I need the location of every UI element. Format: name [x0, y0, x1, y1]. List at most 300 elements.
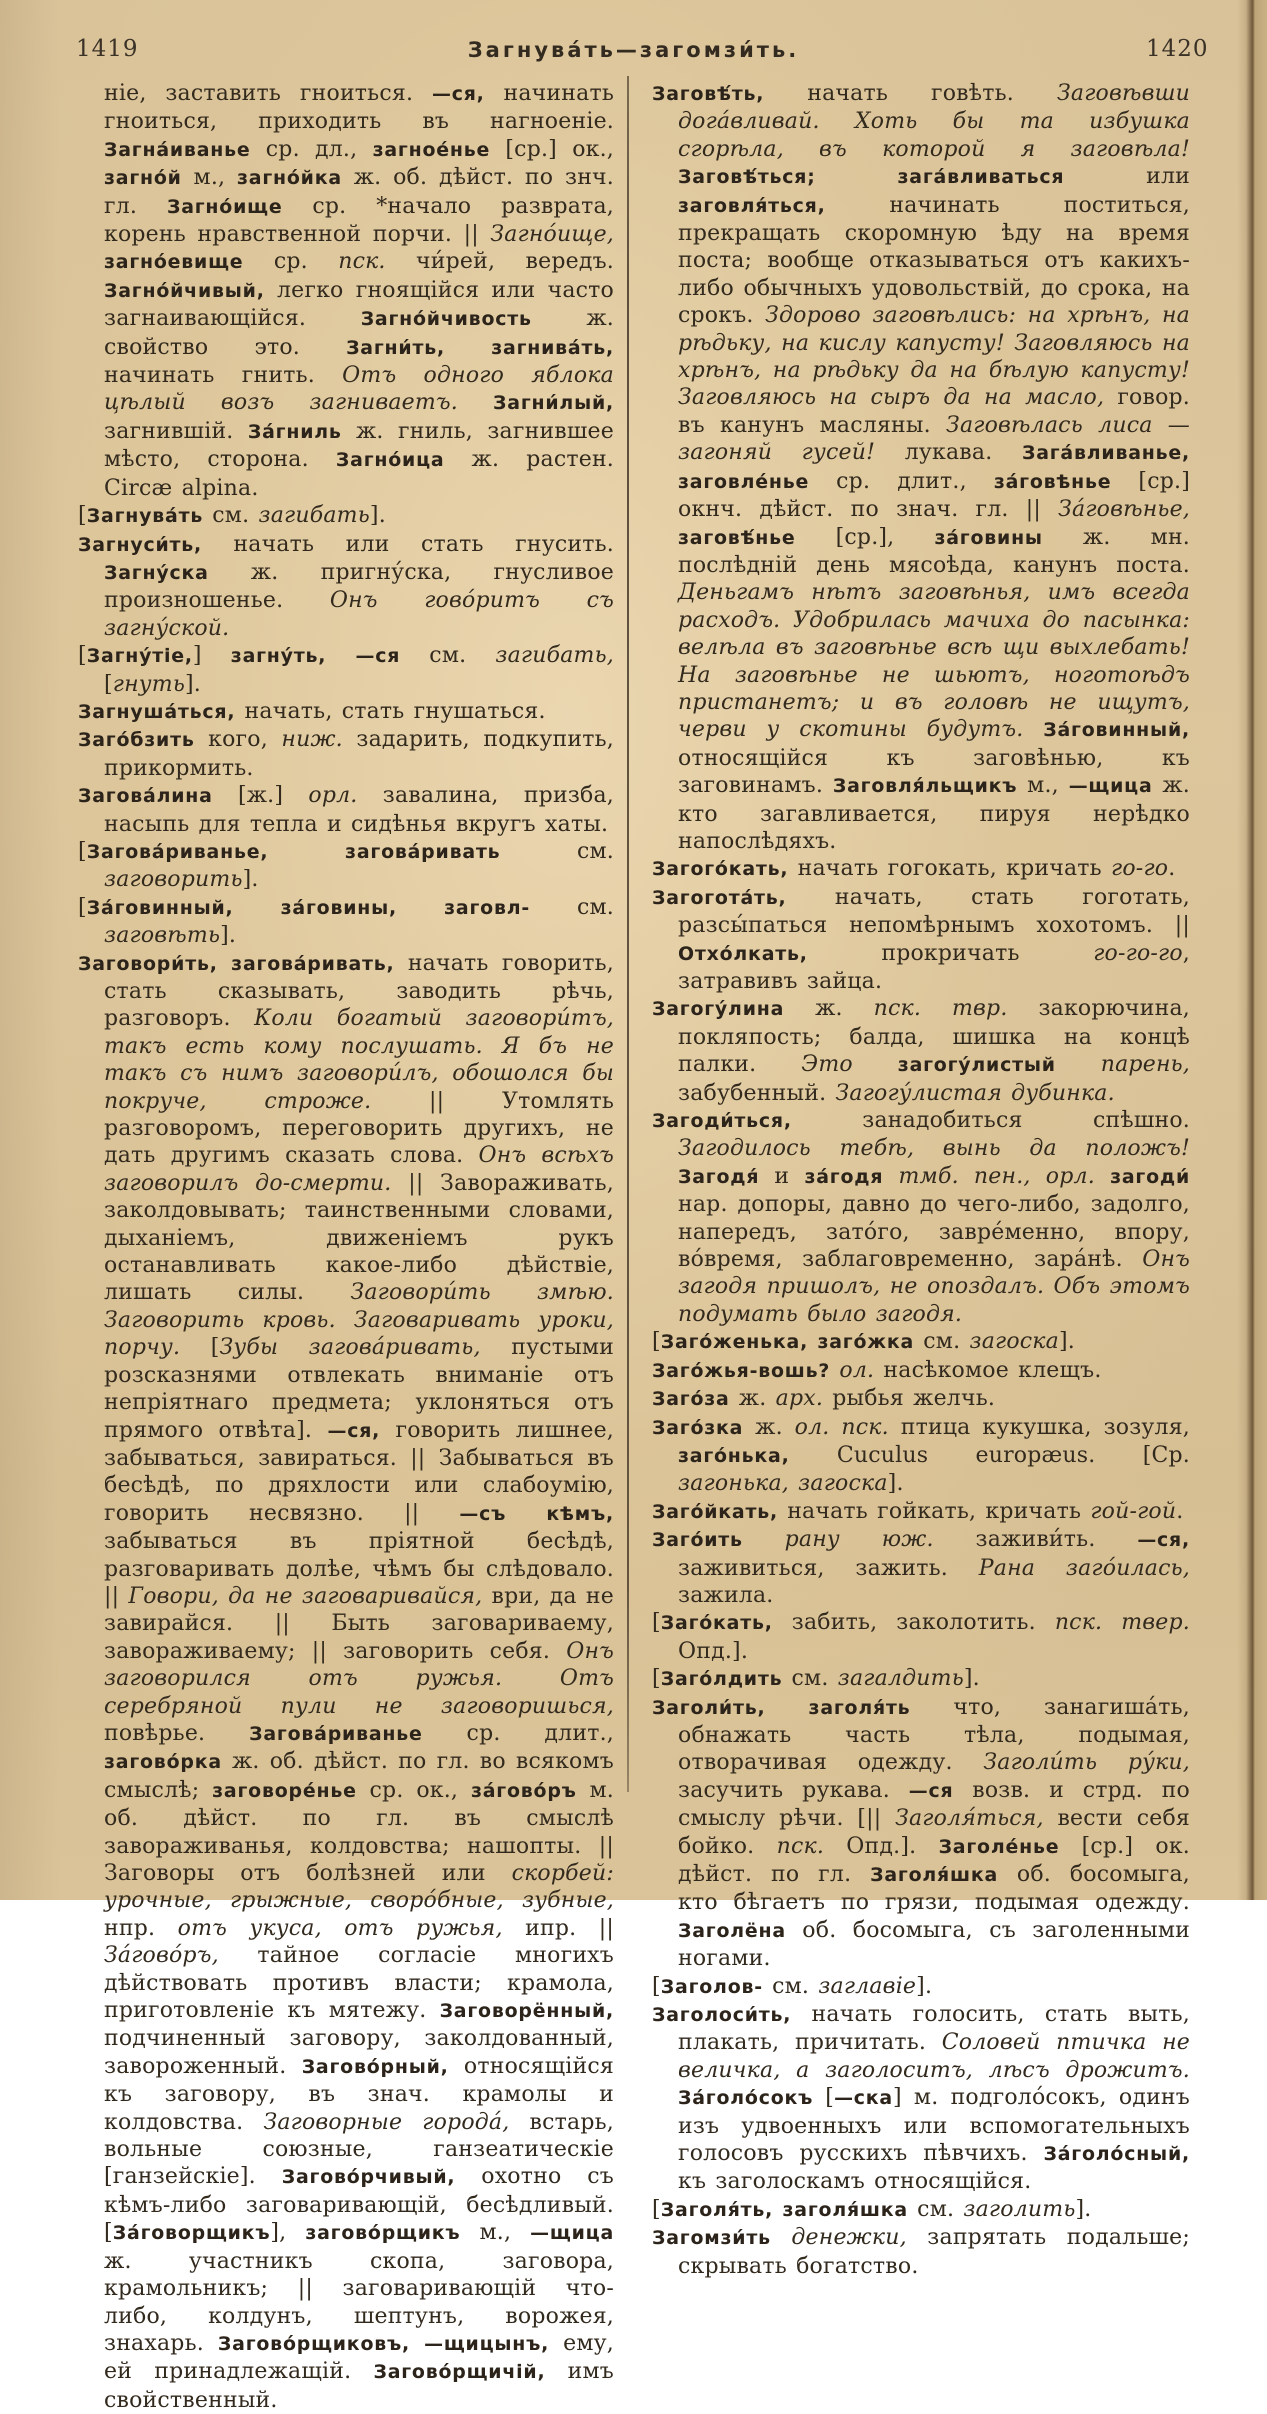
body-text: [771, 2225, 792, 2250]
headword-text: Заговѣ́ться; зага́вливаться: [678, 166, 1065, 189]
body-text: ври, да не завирайся. || Быть заговариваему, завораживаему; || заговорить себя.: [104, 1583, 614, 1664]
body-text: ж.: [784, 996, 874, 1022]
example-text: гнуть: [112, 671, 186, 697]
body-text: Cuculus europæus. [Ср.: [789, 1442, 1190, 1468]
body-text: ему, ей принадлежащій.: [104, 2330, 614, 2385]
example-text: ол. пск.: [794, 1414, 889, 1440]
example-text: Деньгамъ нѣтъ заговѣнья, имъ всегда расходъ. Удобрилась мачиха до пасынка: велѣла въ заговѣнье всѣ щи выхлебать! На заговѣнье не шьютъ, ноготоѣдъ пристанетъ; и въ головѣ не ищутъ, черви у скотины будутъ.: [678, 580, 1190, 743]
body-text: ж. пригну́ска, гнусливое произношенье.: [104, 559, 614, 614]
body-text: .: [1176, 1498, 1184, 1524]
headword-text: Заго́зка: [652, 1416, 744, 1439]
body-text: вести себя бойко.: [678, 1806, 1190, 1859]
example-text: загибать,: [495, 643, 614, 669]
body-text: [: [652, 1329, 661, 1355]
headword-text: Загно́йчивый,: [104, 279, 265, 302]
dictionary-entry: [652, 1328, 1190, 1356]
body-text: ж.: [743, 1414, 795, 1440]
body-text: ж. растен. Circæ alpina.: [104, 447, 614, 501]
headword-text: Заго́бзить: [78, 729, 195, 752]
headword-text: Загомзи́ть: [652, 2227, 771, 2250]
headword-text: загоди́: [1110, 1165, 1190, 1188]
body-text: ср.: [243, 249, 339, 275]
body-text: ] м. подголо́сокъ, одинъ изъ удвоенныхъ или вспомогательныхъ голосовъ русскихъ пѣвчихъ.: [678, 2085, 1190, 2167]
dictionary-entry: [78, 838, 614, 894]
body-text: начать, стать гнушаться.: [235, 698, 546, 724]
headword-text: Загно́ище: [166, 195, 283, 218]
dictionary-entry: [78, 894, 614, 950]
example-text: загибать: [258, 503, 370, 529]
body-text: [: [652, 1973, 661, 1999]
body-text: птица кукушка, зозуля,: [888, 1414, 1190, 1440]
headword-text: Заголя́шка: [870, 1864, 999, 1886]
headword-text: —щица: [530, 2222, 614, 2245]
body-text: Опд.].: [678, 1638, 749, 1664]
example-text: Заговори́ть змѣю. Заговорить кровь. Заговаривать уроки, порчу.: [104, 1280, 614, 1361]
headword-text: Загну́ска: [104, 561, 209, 584]
example-text: Соловей птичка не величка, а заголоситъ, лѣсъ дрожитъ.: [678, 2030, 1190, 2083]
body-text: или: [1064, 164, 1190, 190]
body-text: ].: [1075, 2196, 1092, 2222]
body-text: см.: [907, 2196, 964, 2222]
body-text: об. босомыга, кто бѣгаетъ по грязи, подымая одежду.: [678, 1862, 1190, 1916]
body-text: къ заголоскамъ относящійся.: [678, 2169, 1032, 2195]
dictionary-entry: [652, 1609, 1190, 1665]
body-text: подчиненный заговору, заколдованный, завороженный.: [104, 2026, 614, 2079]
headword-text: за́говѣнье: [993, 470, 1112, 493]
headword-text: Заговори́ть, загова́ривать,: [78, 952, 395, 975]
body-text: охотно съ кѣмъ-либо заговаривающій, бесѣдливый. [: [104, 2164, 614, 2246]
body-text: легко гноящійся или часто загнаивающійся.: [104, 277, 614, 332]
body-text: [: [652, 2196, 661, 2222]
example-text: заголить: [963, 2196, 1076, 2222]
body-text: зажила.: [678, 1582, 774, 1608]
body-text: [ж.]: [212, 783, 309, 809]
headword-text: за́годя: [804, 1165, 884, 1188]
headword-text: Загодя́: [678, 1165, 760, 1188]
example-text: Заголя́ться,: [895, 1806, 1044, 1832]
body-text: ].: [369, 503, 386, 529]
body-text: м.,: [460, 2220, 531, 2246]
example-text: Отъ одного яблока цѣлый возъ загниваетъ.: [104, 363, 614, 416]
body-text: [: [652, 1666, 661, 1692]
headword-text: Зага́вливанье, заговле́нье: [678, 442, 1190, 493]
headword-text: Заго́жья-вошь?: [652, 1359, 831, 1382]
headword-text: —съ кѣмъ,: [459, 1502, 614, 1525]
headword-text: Загова́лина: [78, 785, 213, 808]
headword-text: Загово́рный,: [301, 2055, 449, 2078]
headword-text: За́говорщикъ: [112, 2222, 271, 2245]
body-text: .: [1168, 856, 1176, 882]
example-text: Говори, да не заговаривайся,: [128, 1583, 483, 1609]
headword-text: —ся,: [327, 1419, 381, 1442]
body-text: ж. гниль, загнившее мѣсто, сторона.: [104, 418, 614, 473]
example-text: арх.: [775, 1386, 824, 1412]
body-text: см.: [500, 838, 614, 864]
example-text: За́говѣнье,: [1058, 497, 1190, 523]
body-text: м.,: [1017, 773, 1069, 799]
headword-text: Загни́ть, загнива́ть,: [346, 336, 614, 359]
example-text: Здорово заговѣлись: на хрѣнъ, на рѣдьку, на кислу капусту! Заговляюсь на хрѣнъ, на рѣдьку да на бѣлую капусту! Заговляюсь на сыръ да на масло,: [678, 303, 1190, 411]
body-text: см.: [530, 894, 614, 920]
headword-text: Загово́рчивый,: [281, 2166, 456, 2189]
body-text: начать или стать гнусить.: [202, 531, 614, 557]
example-text: Рана заго́илась,: [978, 1555, 1190, 1581]
body-text: лукава.: [875, 440, 1022, 466]
headword-text: —щица: [1068, 775, 1153, 798]
example-text: Загогу́листая дубинка.: [835, 1080, 1115, 1106]
example-text: Заголи́ть ру́ки,: [983, 1750, 1190, 1776]
body-text: об. босомыга, съ заголенными ногами.: [678, 1917, 1190, 1972]
headword-text: Заголоси́ть,: [652, 2004, 792, 2027]
headword-text: Загни́лый,: [493, 392, 614, 415]
body-text: см.: [782, 1666, 838, 1692]
body-text: ж. об. дѣйст. по знч. гл.: [104, 165, 614, 219]
body-text: ср. дл.,: [250, 136, 373, 162]
body-text: [830, 1358, 839, 1383]
body-text: [1056, 1052, 1101, 1077]
example-text: пск.: [338, 249, 386, 275]
body-text: ж.: [729, 1386, 776, 1412]
headword-text: загно́й: [104, 167, 182, 190]
body-text: загнившій.: [104, 418, 248, 444]
example-text: Заговѣлась лиса — загоняй гусей!: [678, 412, 1190, 466]
body-text: ипр. ||: [502, 1915, 614, 1941]
body-text: забубенный.: [678, 1080, 836, 1106]
dictionary-entry: [78, 531, 614, 643]
body-text: ж. об. дѣйст. по гл. во всякомъ смыслѣ;: [104, 1749, 614, 1803]
body-text: [840, 1527, 882, 1552]
dictionary-entry: [652, 1414, 1190, 1498]
body-text: начать голосить, стать выть, плакать, причитать.: [678, 2002, 1190, 2056]
body-text: возв. и стрд. по смыслу рѣчи. [||: [678, 1777, 1190, 1832]
body-text: засучить рукава.: [678, 1777, 909, 1803]
headword-text: Заговля́льщикъ: [832, 775, 1018, 798]
headword-text: —ся: [908, 1779, 954, 1802]
dictionary-entry: [652, 1107, 1190, 1328]
body-text: завалина, призба, насыпь для тепла и сидѣнья вкругъ хаты.: [104, 783, 614, 837]
body-text: [: [78, 503, 87, 529]
headword-text: Загова́риванье, загова́ривать: [86, 840, 501, 863]
body-text: ].: [1058, 1329, 1075, 1355]
body-text: [ср.] окнч. дѣйст. по знач. гл. ||: [678, 468, 1190, 523]
example-text: заговѣть: [104, 923, 221, 949]
example-text: юж.: [881, 1527, 934, 1553]
body-text: заживи́ть.: [933, 1527, 1138, 1553]
body-text: ].: [916, 1973, 933, 1999]
headword-text: Заго́кать,: [660, 1612, 773, 1635]
dictionary-entry: [78, 698, 614, 726]
headword-text: Заголя́ть, заголя́шка: [660, 2198, 908, 2221]
example-text: парень,: [1100, 1052, 1190, 1078]
body-text: занадобиться спѣшно.: [791, 1108, 1190, 1134]
body-text: ж. кто загавливается, пируя нерѣдко напослѣдяхъ.: [678, 773, 1190, 854]
dictionary-entry: [78, 950, 614, 2414]
headword-text: загно́евище: [104, 251, 244, 274]
body-text: относящійся къ заговору, въ знач. крамолы и колдовства.: [104, 2053, 614, 2135]
body-text: || Завораживать, заколдовывать; таинственными словами, дыханіемъ, движеніемъ рукъ останавливать какое-либо дѣйствіе, лишать силы.: [104, 1170, 614, 1306]
dictionary-entry: [652, 80, 1190, 855]
headword-text: Загно́ица: [335, 449, 445, 472]
headword-text: загово́рка: [104, 1751, 222, 1774]
body-text: [: [78, 643, 87, 669]
example-text: Загодилось тебѣ, вынь да положъ!: [678, 1136, 1190, 1162]
headword-text: за́говины: [934, 526, 1043, 549]
example-text: Заговѣвши дога́вливай. Хоть бы та избушка сгорѣла, въ которой я заговѣла!: [678, 81, 1190, 162]
headword-text: загну́ть, —ся: [230, 645, 401, 668]
example-text: Онъ гово́ритъ съ загну́ской.: [104, 588, 614, 641]
dictionary-entry: [652, 855, 1190, 883]
headword-text: Загова́риванье: [249, 1722, 423, 1745]
running-title: Загнува́ть—загомзи́ть.: [467, 38, 800, 62]
example-text: Это: [801, 1052, 853, 1078]
example-text: За́гово́ръ,: [104, 1943, 219, 1969]
example-text: скорбей: урочные, грыжные, своро́бные, зубные,: [104, 1861, 614, 1914]
headword-text: загогу́листый: [897, 1054, 1056, 1077]
headword-text: Отхо́лкать,: [678, 942, 808, 965]
body-text: начинать гноиться, приходить въ нагноеніе.: [104, 81, 614, 135]
body-text: пустыми розсказнями отвлекать вниманіе отъ непріятнаго предмета; уклоняться отъ прямого отвѣта].: [104, 1335, 614, 1443]
example-text: заглавіе: [818, 1973, 917, 1999]
body-text: Опд.].: [824, 1833, 939, 1859]
body-text: тайное согласіе многихъ дѣйствовать противъ власти; крамола, приготовленіе къ мятежу.: [104, 1943, 614, 2024]
body-text: ].: [185, 671, 201, 697]
headword-text: Загогота́ть,: [652, 886, 787, 909]
body-text: [ср.],: [795, 524, 935, 550]
body-text: прокричать: [807, 940, 1094, 966]
example-text: го-го: [1111, 856, 1169, 882]
headword-text: Заго́за: [652, 1388, 730, 1411]
dictionary-entry: [652, 1357, 1190, 1385]
dictionary-entry: [652, 884, 1190, 996]
body-text: [458, 390, 493, 415]
dictionary-entry: [78, 80, 614, 502]
headword-text: Загого́кать,: [652, 858, 789, 881]
headword-text: заговѣ́нье: [678, 526, 796, 549]
example-text: денежки,: [791, 2225, 907, 2251]
body-text: встарь, вольные союзные, ганзеатическіе [ганзейскіе].: [104, 2109, 614, 2190]
body-text: ].: [242, 867, 259, 893]
dictionary-entry: [652, 2224, 1190, 2280]
headword-text: За́говинный,: [1043, 719, 1190, 742]
headword-text: загово́рщикъ: [305, 2222, 461, 2245]
body-text: ]: [192, 643, 231, 669]
headword-text: Заговѣ́ть,: [652, 83, 765, 105]
headword-text: загно́йка: [237, 167, 342, 190]
headword-text: за́гово́ръ: [470, 1779, 577, 1802]
body-text: говорить лишнее, забываться, завираться. || Забываться въ бесѣдѣ, по дряхлости или слабоумію, говорить несвязно. ||: [104, 1417, 614, 1526]
headword-text: —ся,: [1137, 1529, 1190, 1552]
headword-text: Загово́рщичій,: [373, 2361, 546, 2384]
body-text: кого,: [194, 727, 282, 753]
headword-text: Заголов-: [660, 1975, 763, 1998]
text-column-right: [652, 80, 1190, 2280]
example-text: го-го-го: [1093, 940, 1183, 966]
example-text: ниж.: [281, 727, 343, 753]
body-text: || Утомлять разговоромъ, переговорить другихъ, не дать другимъ сказать слова.: [104, 1088, 615, 1169]
body-text: [1023, 717, 1043, 742]
dictionary-entry: [652, 1694, 1190, 1973]
example-text: рану: [784, 1527, 840, 1553]
body-text: и: [759, 1163, 805, 1189]
body-text: повѣрье.: [104, 1720, 250, 1746]
dictionary-entry: [652, 995, 1190, 1107]
body-text: [: [813, 2085, 835, 2111]
headword-text: загное́нье: [372, 138, 491, 161]
example-text: гой-гой: [1090, 1498, 1177, 1524]
body-text: ж. участникъ скопа, заговора, крамольникъ; || заговаривающій что-либо, колдунъ, шептунъ, ворожея, знахарь.: [104, 2248, 614, 2356]
example-text: пск. твр.: [873, 996, 1008, 1022]
headword-text: Загово́рщиковъ, —щицынъ,: [217, 2332, 550, 2355]
body-text: [: [78, 838, 87, 864]
body-text: имъ свойственный.: [104, 2359, 614, 2413]
dictionary-entry: [78, 642, 614, 698]
page-edge-shadow: [1237, 0, 1267, 1900]
headword-text: —ска: [834, 2087, 893, 2110]
body-text: начать гогокать, кричать: [788, 856, 1112, 882]
example-text: Заговорные города́,: [263, 2109, 510, 2135]
headword-text: Заго́ить: [652, 1529, 743, 1552]
dictionary-entry: [652, 1385, 1190, 1413]
headword-text: За́голо́сный,: [1043, 2143, 1190, 2166]
example-text: тмб. пен., орл.: [898, 1163, 1095, 1189]
body-text: ср. длит.,: [809, 468, 994, 494]
body-text: [ср.] ок.,: [490, 136, 615, 162]
headword-text: Заголе́нье: [938, 1835, 1060, 1858]
body-text: см.: [203, 503, 259, 529]
headword-text: За́голо́сокъ: [678, 2087, 814, 2110]
dictionary-entry: [78, 782, 614, 838]
body-text: [ср.] ок. дѣйст. по гл.: [678, 1833, 1191, 1887]
body-text: начать говорить, стать сказывать, заводить рѣчь, разговоръ.: [104, 950, 614, 1032]
body-text: [: [78, 894, 87, 920]
body-text: ].: [963, 1666, 980, 1692]
headword-text: Заго́женька, заго́жка: [660, 1331, 915, 1354]
body-text: [1095, 1164, 1110, 1189]
body-text: ].: [887, 1471, 904, 1497]
dictionary-entry: [78, 726, 614, 782]
body-text: см.: [762, 1973, 819, 1999]
page-number-right: 1420: [1146, 36, 1209, 62]
dictionary-entry: [78, 502, 614, 530]
headword-text: Заго́лдить: [660, 1668, 783, 1691]
dictionary-entry: [652, 2196, 1190, 2224]
example-text: Онъ всѣхъ заговорилъ до-смерти.: [104, 1143, 614, 1196]
body-text: насѣкомое клещъ.: [874, 1357, 1102, 1383]
body-text: начать, стать гоготать, разсы́паться непомѣрнымъ хохотомъ. ||: [678, 884, 1190, 939]
example-text: Загно́ище,: [490, 222, 614, 248]
body-text: см.: [400, 643, 496, 669]
body-text: закорючина, покляпость; балда, шишка на концѣ палки.: [678, 996, 1190, 1078]
body-text: что, занагиша́ть, обнажать часть тѣла, подымая, отворачивая одежду.: [678, 1694, 1190, 1776]
body-text: начинать поститься, прекращать скоромную ѣду на время поста; вообще отказываться отъ какихъ-либо обычныхъ удовольствій, до срока, на срокъ.: [678, 192, 1190, 329]
body-text: ж. свойство это.: [104, 306, 614, 360]
body-text: рыбья желчь.: [823, 1386, 996, 1412]
headword-text: Загна́иванье: [104, 138, 251, 161]
column-divider: [627, 76, 629, 1792]
headword-text: Заговорённый,: [439, 2000, 614, 2023]
example-text: загалдить: [837, 1666, 964, 1692]
body-text: ср. длит.,: [422, 1720, 614, 1746]
headword-text: Заго́йкать,: [652, 1500, 778, 1523]
headword-text: Заголёна: [678, 1919, 786, 1942]
headword-text: За́говинный, за́говины, заговл-: [86, 896, 531, 919]
headword-text: Заголи́ть, заголя́ть: [652, 1696, 911, 1719]
dictionary-entry: [652, 1973, 1190, 2001]
body-text: см.: [914, 1329, 970, 1355]
headword-text: —ся,: [432, 83, 485, 105]
body-text: задарить, подкупить, прикормить.: [104, 727, 614, 781]
body-text: говор. въ канунъ масляны.: [678, 385, 1190, 438]
headword-text: Загну́тіе,: [86, 645, 193, 668]
dictionary-entry: [652, 1526, 1190, 1609]
body-text: начать говѣть.: [764, 81, 1057, 106]
body-text: начинать гнить.: [104, 363, 343, 389]
headword-text: заговоре́нье: [212, 1779, 357, 1802]
headword-text: Загнуша́ться,: [78, 700, 236, 723]
body-text: относящійся къ заговѣнью, къ заговинамъ.: [678, 745, 1190, 799]
body-text: [743, 1527, 785, 1552]
body-text: запрятать подальше; скрывать богатство.: [678, 2225, 1190, 2279]
headword-text: Загоди́ться,: [652, 1110, 792, 1133]
body-text: [: [180, 1335, 220, 1361]
body-text: ].: [220, 923, 237, 949]
dictionary-entry: [652, 1665, 1190, 1693]
page-number-left: 1419: [76, 36, 139, 62]
body-text: [883, 1164, 898, 1189]
body-text: ж. мн. послѣдній день мясоѣда, канунъ поста.: [678, 524, 1190, 578]
headword-text: заговля́ться,: [678, 194, 826, 217]
body-text: м.,: [181, 165, 237, 191]
headword-text: Загнува́ть: [86, 505, 204, 528]
example-text: Онъ загодя пришолъ, не опоздалъ. Объ этомъ подумать было загодя.: [678, 1247, 1190, 1327]
example-text: отъ укуса, отъ ружья,: [177, 1915, 503, 1941]
body-text: м. об. дѣйст. по гл. въ смыслѣ завораживанья, колдовства; нашопты. || Заговоры отъ болѣзней или: [104, 1777, 614, 1886]
body-text: ср. *начало разврата, корень нравственной порчи. ||: [104, 193, 614, 248]
body-text: заживиться, зажить.: [678, 1555, 979, 1581]
example-text: заговорить: [104, 867, 243, 893]
body-text: , затравивъ зайца.: [678, 940, 1190, 994]
body-text: [: [652, 1610, 661, 1636]
body-text: ніе, заставить гноиться.: [104, 81, 432, 106]
example-text: загоска: [969, 1329, 1059, 1355]
body-text: забываться въ пріятной бесѣдѣ, разговаривать долѣе, чѣмъ бы слѣдовало. ||: [104, 1529, 614, 1609]
body-text: начать гойкать, кричать: [778, 1498, 1091, 1524]
body-text: ср. ок.,: [356, 1777, 471, 1803]
headword-text: Загно́йчивость: [360, 308, 532, 331]
body-text: ],: [270, 2220, 306, 2246]
body-text: [853, 1052, 898, 1077]
headword-text: Загнуси́ть,: [78, 533, 203, 556]
left-margin-shade: [0, 0, 60, 1900]
headword-text: Загогу́лина: [652, 998, 785, 1021]
body-text: чи́рей, вередъ.: [385, 249, 614, 275]
body-text: забить, заколотить.: [772, 1610, 1055, 1636]
headword-text: заго́нька,: [678, 1444, 790, 1467]
example-text: ол.: [839, 1357, 875, 1383]
example-text: орл.: [308, 783, 358, 809]
example-text: Коли богатый заговори́тъ, такъ есть кому послушать. Я бъ не такъ съ нимъ заговори́лъ, обошолся бы покруче, строже.: [104, 1006, 615, 1114]
dictionary-entry: [652, 2001, 1190, 2196]
body-text: [: [104, 671, 113, 697]
text-column-left: [78, 80, 614, 2414]
example-text: пск.: [776, 1833, 825, 1859]
body-text: нпр.: [104, 1915, 178, 1941]
example-text: Зубы загова́ривать,: [219, 1335, 481, 1361]
body-text: нар. допоры, давно до чего-либо, задолго, напередъ, зато́го, завре́менно, впору, во́время, заблаговременно, зара́нѣ.: [678, 1192, 1190, 1273]
dictionary-entry: [652, 1498, 1190, 1526]
example-text: пск. твер.: [1054, 1610, 1190, 1636]
example-text: загонька, загоска: [678, 1471, 888, 1497]
